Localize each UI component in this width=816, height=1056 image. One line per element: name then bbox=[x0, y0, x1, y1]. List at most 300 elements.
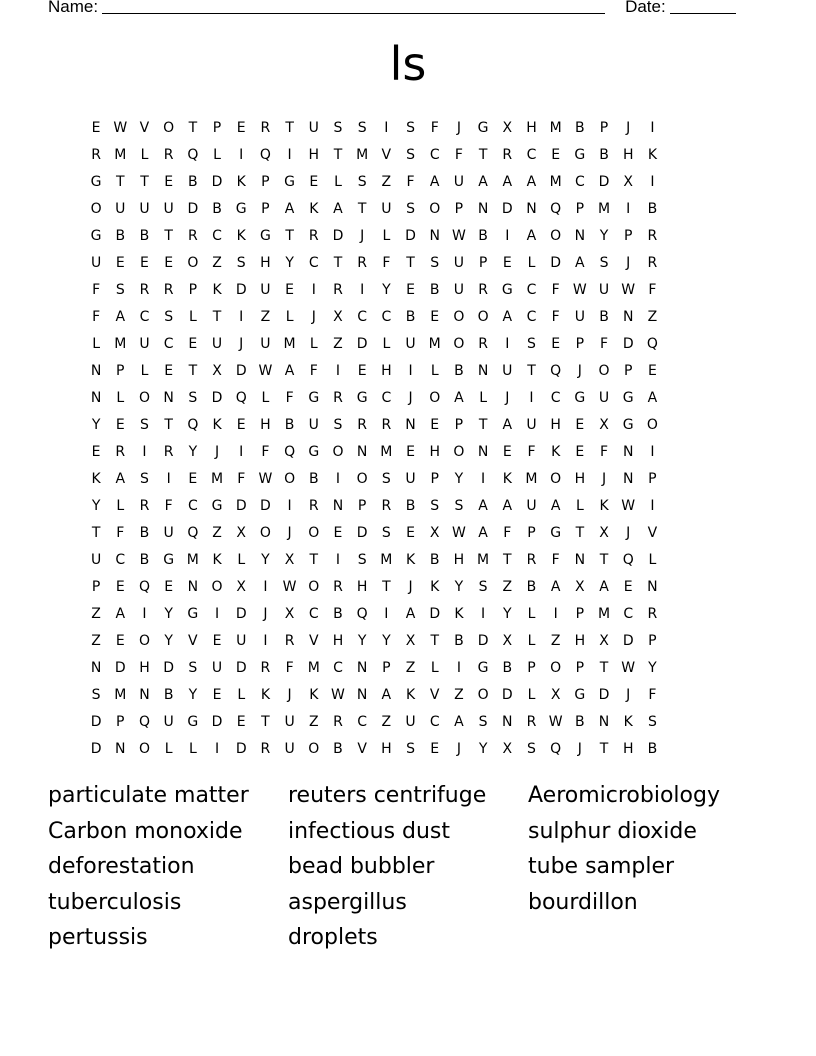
grid-cell: Z bbox=[647, 308, 658, 325]
grid-cell: Y bbox=[478, 740, 488, 757]
grid-cell: O bbox=[598, 362, 610, 379]
grid-cell: S bbox=[357, 119, 367, 136]
grid-cell: G bbox=[90, 173, 102, 190]
grid-row bbox=[84, 465, 665, 492]
grid-cell: P bbox=[623, 227, 633, 244]
word-list-item: deforestation bbox=[48, 854, 195, 880]
grid-cell: Y bbox=[503, 605, 512, 622]
grid-cell: C bbox=[526, 146, 537, 163]
word-list-item: Carbon monoxide bbox=[48, 818, 243, 844]
grid-cell: I bbox=[384, 605, 389, 622]
grid-cell: Q bbox=[259, 146, 271, 163]
grid-cell: F bbox=[600, 443, 609, 460]
grid-cell: W bbox=[258, 470, 273, 487]
grid-cell: P bbox=[648, 632, 657, 649]
grid-cell: M bbox=[356, 146, 369, 163]
grid-cell: P bbox=[261, 200, 270, 217]
grid-cell: G bbox=[501, 281, 513, 298]
grid-cell: R bbox=[526, 713, 537, 730]
grid-cell: D bbox=[501, 200, 513, 217]
grid-cell: D bbox=[235, 362, 247, 379]
grid-cell: R bbox=[357, 254, 368, 271]
grid-cell: S bbox=[188, 389, 198, 406]
grid-cell: L bbox=[188, 308, 197, 325]
word-list bbox=[48, 780, 808, 958]
grid-cell: S bbox=[430, 254, 440, 271]
grid-cell: U bbox=[574, 308, 585, 325]
word-list-item: tube sampler bbox=[528, 854, 675, 880]
grid-cell: H bbox=[550, 416, 561, 433]
grid-cell: N bbox=[647, 578, 658, 595]
grid-cell: A bbox=[429, 173, 440, 190]
grid-cell: X bbox=[429, 524, 440, 541]
grid-cell: J bbox=[626, 524, 631, 541]
grid-cell: U bbox=[526, 416, 537, 433]
grid-cell: O bbox=[356, 470, 368, 487]
grid-cell: Z bbox=[333, 335, 343, 352]
grid-cell: D bbox=[598, 173, 610, 190]
grid-cell: R bbox=[163, 281, 174, 298]
grid-cell: H bbox=[622, 146, 634, 163]
grid-cell: J bbox=[360, 227, 365, 244]
grid-cell: G bbox=[356, 389, 368, 406]
grid-cell: I bbox=[481, 470, 486, 487]
grid-cell: T bbox=[140, 173, 149, 190]
grid-cell: H bbox=[381, 740, 392, 757]
grid-cell: H bbox=[356, 578, 368, 595]
grid-cell: N bbox=[356, 686, 368, 703]
grid-cell: S bbox=[333, 119, 343, 136]
grid-cell: G bbox=[622, 389, 634, 406]
grid-cell: S bbox=[454, 497, 464, 514]
grid-cell: V bbox=[381, 146, 392, 163]
grid-cell: K bbox=[623, 713, 633, 730]
grid-cell: U bbox=[163, 524, 174, 541]
grid-cell: D bbox=[211, 713, 223, 730]
grid-cell: Z bbox=[550, 632, 561, 649]
grid-cell: K bbox=[454, 605, 464, 622]
grid-cell: N bbox=[163, 389, 174, 406]
grid-cell: Y bbox=[164, 632, 173, 649]
grid-cell: C bbox=[550, 389, 561, 406]
grid-cell: P bbox=[599, 119, 609, 136]
grid-cell: K bbox=[260, 686, 270, 703]
grid-cell: L bbox=[334, 173, 342, 190]
grid-cell: X bbox=[575, 578, 585, 595]
grid-cell: O bbox=[453, 308, 465, 325]
grid-cell: P bbox=[575, 200, 585, 217]
grid-cell: S bbox=[599, 254, 609, 271]
grid-cell: Q bbox=[187, 146, 199, 163]
grid-cell: L bbox=[430, 659, 439, 676]
grid-row bbox=[84, 141, 665, 168]
grid-cell: H bbox=[574, 632, 586, 649]
grid-cell: J bbox=[287, 686, 292, 703]
grid-cell: T bbox=[285, 227, 294, 244]
grid-cell: E bbox=[333, 524, 343, 541]
grid-cell: D bbox=[235, 605, 247, 622]
grid-cell: D bbox=[356, 524, 368, 541]
grid-cell: Y bbox=[382, 281, 391, 298]
grid-cell: X bbox=[599, 632, 609, 649]
grid-cell: A bbox=[115, 308, 126, 325]
grid-cell: M bbox=[549, 173, 562, 190]
grid-cell: I bbox=[456, 659, 461, 676]
word-list-item: sulphur dioxide bbox=[528, 818, 697, 844]
grid-cell: J bbox=[263, 605, 268, 622]
grid-cell: A bbox=[115, 470, 126, 487]
grid-cell: C bbox=[574, 173, 585, 190]
grid-cell: L bbox=[430, 362, 439, 379]
grid-cell: X bbox=[284, 551, 295, 568]
grid-cell: D bbox=[235, 659, 247, 676]
grid-cell: H bbox=[260, 254, 271, 271]
grid-cell: G bbox=[284, 173, 296, 190]
grid-cell: A bbox=[550, 578, 561, 595]
grid-cell: W bbox=[572, 281, 587, 298]
grid-cell: D bbox=[622, 335, 634, 352]
grid-cell: I bbox=[142, 443, 147, 460]
grid-cell: F bbox=[164, 497, 173, 514]
grid-cell: I bbox=[142, 605, 147, 622]
grid-cell: W bbox=[258, 362, 273, 379]
grid-cell: Y bbox=[648, 659, 657, 676]
grid-cell: E bbox=[115, 578, 125, 595]
grid-cell: A bbox=[115, 605, 126, 622]
grid-row bbox=[84, 681, 665, 708]
grid-cell: H bbox=[260, 416, 271, 433]
grid-cell: F bbox=[406, 173, 415, 190]
grid-cell: N bbox=[574, 227, 586, 244]
grid-cell: O bbox=[429, 200, 441, 217]
grid-cell: P bbox=[430, 470, 439, 487]
grid-cell: D bbox=[235, 281, 247, 298]
grid-row bbox=[84, 573, 665, 600]
grid-cell: L bbox=[527, 686, 536, 703]
grid-cell: T bbox=[503, 551, 512, 568]
grid-cell: C bbox=[357, 713, 368, 730]
grid-cell: F bbox=[285, 659, 294, 676]
grid-cell: L bbox=[527, 605, 536, 622]
grid-cell: P bbox=[261, 173, 270, 190]
grid-cell: J bbox=[626, 119, 631, 136]
grid-cell: G bbox=[477, 119, 489, 136]
grid-cell: F bbox=[92, 308, 101, 325]
grid-cell: J bbox=[505, 389, 510, 406]
grid-cell: D bbox=[477, 632, 489, 649]
grid-cell: D bbox=[90, 713, 102, 730]
grid-cell: G bbox=[90, 227, 102, 244]
grid-cell: R bbox=[308, 227, 319, 244]
grid-cell: E bbox=[236, 713, 246, 730]
grid-cell: B bbox=[429, 551, 440, 568]
grid-cell: I bbox=[335, 470, 341, 487]
grid-row bbox=[84, 654, 665, 681]
grid-cell: L bbox=[140, 362, 149, 379]
grid-cell: I bbox=[529, 389, 534, 406]
date-blank-line[interactable] bbox=[670, 0, 736, 14]
grid-cell: P bbox=[188, 281, 198, 298]
grid-cell: H bbox=[139, 659, 150, 676]
grid-cell: P bbox=[212, 119, 222, 136]
grid-cell: Y bbox=[164, 605, 173, 622]
name-blank-line[interactable] bbox=[102, 0, 605, 14]
grid-cell: O bbox=[138, 740, 150, 757]
grid-cell: L bbox=[382, 227, 391, 244]
grid-cell: X bbox=[212, 362, 222, 379]
grid-cell: J bbox=[577, 740, 582, 757]
grid-cell: O bbox=[90, 200, 102, 217]
grid-cell: A bbox=[502, 308, 513, 325]
grid-cell: K bbox=[212, 416, 222, 433]
grid-cell: U bbox=[453, 281, 465, 298]
grid-cell: F bbox=[648, 281, 657, 298]
grid-cell: S bbox=[333, 416, 343, 433]
grid-cell: R bbox=[381, 416, 392, 433]
grid-cell: A bbox=[526, 173, 537, 190]
grid-cell: R bbox=[333, 281, 343, 298]
grid-cell: I bbox=[335, 551, 341, 568]
grid-cell: H bbox=[453, 551, 465, 568]
grid-cell: P bbox=[454, 200, 464, 217]
grid-cell: N bbox=[477, 200, 489, 217]
grid-cell: U bbox=[405, 713, 416, 730]
grid-cell: S bbox=[381, 524, 391, 541]
grid-cell: E bbox=[502, 443, 512, 460]
grid-cell: E bbox=[115, 416, 125, 433]
grid-cell: I bbox=[408, 362, 413, 379]
grid-cell: N bbox=[356, 443, 368, 460]
grid-cell: G bbox=[259, 227, 271, 244]
grid-cell: O bbox=[259, 524, 271, 541]
grid-cell: N bbox=[526, 200, 537, 217]
grid-cell: E bbox=[502, 254, 512, 271]
grid-cell: N bbox=[574, 551, 586, 568]
grid-cell: E bbox=[406, 443, 415, 460]
grid-cell: V bbox=[139, 119, 150, 136]
grid-cell: B bbox=[526, 578, 537, 595]
grid-cell: P bbox=[382, 659, 391, 676]
grid-cell: T bbox=[382, 578, 391, 595]
grid-row bbox=[84, 411, 665, 438]
grid-cell: L bbox=[164, 740, 173, 757]
grid-cell: M bbox=[380, 443, 393, 460]
grid-cell: U bbox=[139, 200, 150, 217]
grid-row bbox=[84, 357, 665, 384]
grid-cell: B bbox=[478, 227, 488, 244]
grid-cell: H bbox=[622, 740, 634, 757]
grid-cell: O bbox=[138, 389, 150, 406]
grid-cell: O bbox=[308, 524, 320, 541]
grid-cell: I bbox=[239, 443, 244, 460]
grid-cell: T bbox=[164, 416, 173, 433]
grid-cell: Y bbox=[188, 686, 198, 703]
grid-cell: N bbox=[622, 470, 634, 487]
grid-cell: R bbox=[647, 605, 658, 622]
grid-cell: G bbox=[308, 443, 320, 460]
grid-cell: W bbox=[621, 659, 636, 676]
grid-cell: A bbox=[478, 497, 488, 514]
grid-cell: D bbox=[163, 659, 175, 676]
grid-cell: F bbox=[261, 443, 270, 460]
grid-cell: E bbox=[212, 632, 222, 649]
grid-cell: E bbox=[430, 308, 440, 325]
grid-cell: R bbox=[333, 713, 343, 730]
word-list-item: tuberculosis bbox=[48, 889, 182, 915]
grid-cell: N bbox=[477, 362, 489, 379]
grid-cell: B bbox=[405, 308, 416, 325]
grid-cell: S bbox=[381, 470, 391, 487]
grid-cell: S bbox=[115, 281, 125, 298]
grid-cell: F bbox=[551, 308, 560, 325]
grid-cell: P bbox=[116, 362, 125, 379]
grid-cell: M bbox=[186, 551, 199, 568]
grid-cell: L bbox=[382, 335, 391, 352]
grid-cell: Z bbox=[381, 173, 392, 190]
grid-cell: T bbox=[478, 416, 488, 433]
grid-cell: U bbox=[139, 335, 150, 352]
grid-cell: S bbox=[406, 119, 415, 136]
grid-cell: N bbox=[622, 443, 634, 460]
grid-cell: I bbox=[239, 146, 244, 163]
grid-cell: H bbox=[332, 632, 344, 649]
grid-cell: I bbox=[650, 119, 655, 136]
grid-cell: E bbox=[91, 443, 101, 460]
grid-cell: I bbox=[650, 173, 655, 190]
grid-cell: U bbox=[163, 713, 174, 730]
grid-cell: I bbox=[239, 308, 244, 325]
grid-cell: O bbox=[550, 227, 562, 244]
grid-cell: L bbox=[237, 551, 246, 568]
grid-cell: U bbox=[405, 470, 416, 487]
grid-cell: F bbox=[92, 281, 101, 298]
grid-cell: Y bbox=[382, 632, 391, 649]
grid-cell: D bbox=[114, 659, 126, 676]
grid-cell: M bbox=[477, 551, 490, 568]
grid-cell: G bbox=[187, 713, 199, 730]
grid-cell: R bbox=[115, 443, 126, 460]
grid-cell: H bbox=[429, 443, 440, 460]
grid-cell: E bbox=[212, 686, 222, 703]
grid-cell: B bbox=[163, 686, 174, 703]
grid-cell: D bbox=[598, 686, 610, 703]
grid-row bbox=[84, 168, 665, 195]
grid-cell: D bbox=[356, 335, 368, 352]
grid-cell: G bbox=[211, 497, 223, 514]
grid-cell: U bbox=[284, 740, 295, 757]
grid-cell: Z bbox=[212, 254, 222, 271]
grid-cell: E bbox=[140, 254, 149, 271]
grid-cell: P bbox=[575, 605, 585, 622]
grid-cell: M bbox=[597, 200, 611, 217]
grid-cell: U bbox=[260, 281, 271, 298]
grid-cell: J bbox=[626, 686, 631, 703]
grid-cell: G bbox=[550, 524, 562, 541]
grid-cell: W bbox=[331, 686, 345, 703]
grid-cell: T bbox=[309, 551, 319, 568]
grid-cell: K bbox=[236, 227, 246, 244]
grid-cell: A bbox=[502, 173, 513, 190]
grid-cell: L bbox=[575, 497, 584, 514]
grid-cell: G bbox=[163, 551, 175, 568]
grid-cell: E bbox=[406, 524, 415, 541]
grid-cell: Q bbox=[187, 416, 199, 433]
grid-cell: M bbox=[307, 659, 320, 676]
grid-cell: R bbox=[647, 254, 658, 271]
grid-cell: N bbox=[598, 713, 610, 730]
grid-cell: R bbox=[91, 146, 101, 163]
grid-cell: Y bbox=[454, 470, 464, 487]
grid-cell: W bbox=[113, 119, 128, 136]
grid-cell: A bbox=[284, 200, 295, 217]
grid-cell: D bbox=[211, 389, 223, 406]
grid-cell: P bbox=[648, 470, 657, 487]
grid-cell: J bbox=[408, 389, 413, 406]
grid-cell: J bbox=[456, 740, 461, 757]
grid-cell: O bbox=[308, 740, 320, 757]
grid-cell: N bbox=[90, 389, 102, 406]
grid-cell: T bbox=[91, 524, 101, 541]
grid-cell: X bbox=[550, 686, 561, 703]
grid-cell: L bbox=[237, 686, 246, 703]
grid-cell: O bbox=[138, 632, 150, 649]
grid-cell: B bbox=[405, 497, 416, 514]
grid-row bbox=[84, 195, 665, 222]
grid-cell: P bbox=[623, 362, 633, 379]
grid-cell: Q bbox=[550, 200, 562, 217]
grid-cell: R bbox=[260, 659, 271, 676]
grid-cell: T bbox=[406, 254, 415, 271]
grid-cell: Y bbox=[285, 254, 294, 271]
grid-cell: G bbox=[574, 389, 586, 406]
grid-cell: J bbox=[601, 470, 607, 487]
grid-cell: E bbox=[357, 362, 367, 379]
grid-cell: U bbox=[90, 551, 102, 568]
grid-cell: R bbox=[284, 632, 295, 649]
grid-cell: J bbox=[239, 335, 244, 352]
grid-cell: Z bbox=[212, 524, 222, 541]
grid-cell: F bbox=[503, 524, 512, 541]
grid-cell: C bbox=[381, 308, 392, 325]
grid-cell: Q bbox=[622, 551, 634, 568]
grid-cell: A bbox=[454, 389, 464, 406]
grid-cell: S bbox=[357, 173, 367, 190]
page-title: ls bbox=[389, 37, 427, 91]
grid-cell: I bbox=[287, 497, 292, 514]
grid-cell: H bbox=[526, 119, 537, 136]
grid-cell: U bbox=[405, 335, 416, 352]
grid-cell: F bbox=[551, 551, 560, 568]
grid-row bbox=[84, 546, 665, 573]
grid-cell: T bbox=[164, 227, 173, 244]
grid-row bbox=[84, 222, 665, 249]
grid-cell: C bbox=[381, 389, 392, 406]
grid-cell: D bbox=[260, 497, 271, 514]
word-list-item: bourdillon bbox=[528, 889, 638, 915]
grid-cell: X bbox=[502, 632, 513, 649]
date-label: Date: bbox=[625, 0, 666, 16]
grid-cell: R bbox=[187, 227, 198, 244]
grid-cell: N bbox=[502, 713, 513, 730]
grid-cell: C bbox=[163, 335, 174, 352]
grid-row bbox=[84, 114, 665, 141]
grid-cell: L bbox=[116, 389, 125, 406]
grid-cell: E bbox=[115, 254, 125, 271]
grid-cell: I bbox=[263, 578, 268, 595]
grid-cell: E bbox=[115, 632, 125, 649]
word-list-item: particulate matter bbox=[48, 783, 249, 808]
grid-cell: E bbox=[406, 281, 415, 298]
